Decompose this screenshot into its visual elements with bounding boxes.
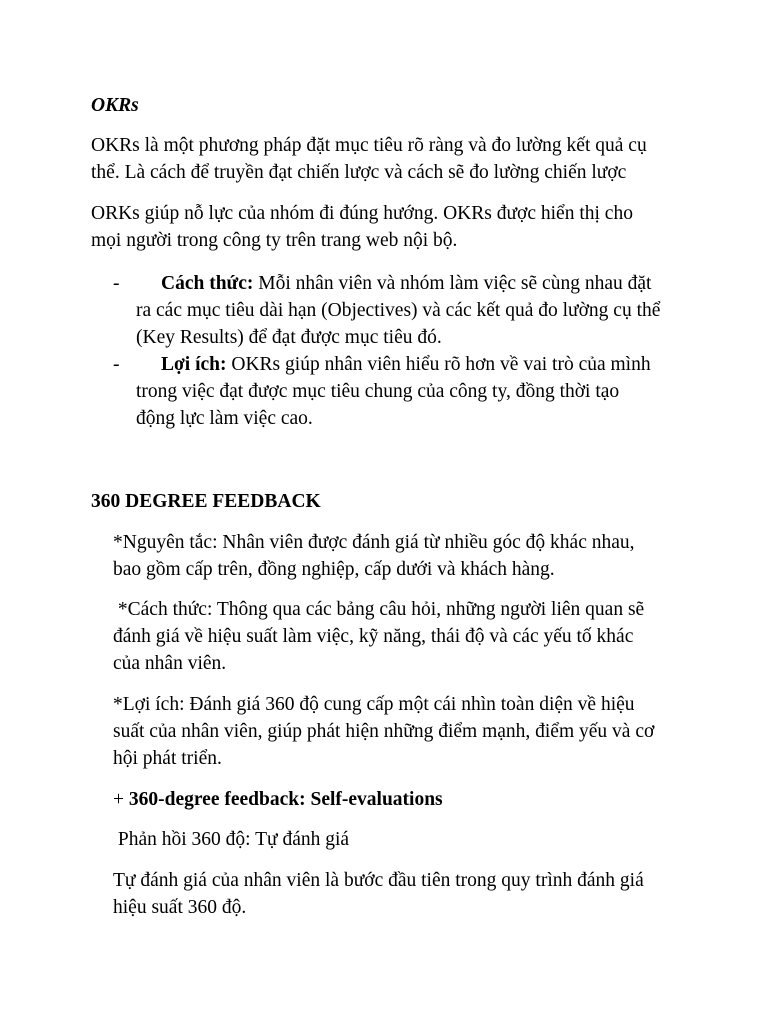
bullet-text: Mỗi nhân viên và nhóm làm việc sẽ cùng nhau đặt — [253, 273, 652, 294]
text-line: bao gồm cấp trên, đồng nghiệp, cấp dưới và khách hàng. — [113, 559, 555, 580]
text-line: đánh giá về hiệu suất làm việc, kỹ năng, thái độ và các yếu tố khác — [113, 626, 634, 647]
bullet-marker: - — [113, 273, 120, 294]
text-line: OKRs là một phương pháp đặt mục tiêu rõ ràng và đo lường kết quả cụ — [91, 135, 647, 156]
text-line: Tự đánh giá của nhân viên là bước đầu tiên trong quy trình đánh giá — [113, 870, 644, 891]
text-line: trong việc đạt được mục tiêu chung của công ty, đồng thời tạo — [136, 381, 620, 402]
self-eval-text — [113, 867, 644, 921]
feedback360-method — [113, 596, 644, 677]
text-line: động lực làm việc cao. — [136, 408, 313, 429]
text-line: hiệu suất 360 độ. — [113, 897, 247, 918]
text-line — [136, 351, 651, 378]
feedback360-principle — [113, 529, 635, 583]
text-line: mọi người trong công ty trên trang web nội bộ. — [91, 230, 458, 251]
okrs-paragraph-2 — [91, 200, 633, 254]
self-eval-heading — [113, 786, 443, 813]
text-line: hội phát triển. — [113, 748, 222, 769]
text-line: (Key Results) để đạt được mục tiêu đó. — [136, 327, 442, 348]
text-line: *Cách thức: Thông qua các bảng câu hỏi, những người liên quan sẽ — [113, 599, 645, 620]
self-eval-title: 360-degree feedback: Self-evaluations — [128, 789, 443, 810]
okrs-heading: OKRs — [91, 95, 139, 116]
text-line: của nhân viên. — [113, 653, 227, 674]
bullet-item-benefit — [136, 351, 651, 432]
text-line: ORKs giúp nỗ lực của nhóm đi đúng hướng. OKRs được hiển thị cho — [91, 203, 633, 224]
bullet-label: Lợi ích: — [161, 354, 227, 375]
feedback360-heading: 360 DEGREE FEEDBACK — [91, 491, 321, 512]
bullet-label: Cách thức: — [161, 273, 254, 294]
okrs-paragraph-1 — [91, 132, 647, 186]
text-line: suất của nhân viên, giúp phát hiện những điểm mạnh, điểm yếu và cơ — [113, 721, 655, 742]
self-eval-subtitle: Phản hồi 360 độ: Tự đánh giá — [113, 829, 350, 850]
text-line — [136, 270, 660, 297]
bullet-marker: - — [113, 354, 120, 375]
feedback360-benefit — [113, 691, 654, 772]
bullet-item-method — [136, 270, 660, 351]
text-line: *Lợi ích: Đánh giá 360 độ cung cấp một cái nhìn toàn diện về hiệu — [113, 694, 635, 715]
text-line: ra các mục tiêu dài hạn (Objectives) và các kết quả đo lường cụ thể — [136, 300, 661, 321]
bullet-text: OKRs giúp nhân viên hiểu rõ hơn về vai trò của mình — [226, 354, 651, 375]
self-eval-prefix: + — [113, 789, 129, 810]
text-line: thể. Là cách để truyền đạt chiến lược và cách sẽ đo lường chiến lược — [91, 162, 627, 183]
text-line: *Nguyên tắc: Nhân viên được đánh giá từ nhiều góc độ khác nhau, — [113, 532, 635, 553]
